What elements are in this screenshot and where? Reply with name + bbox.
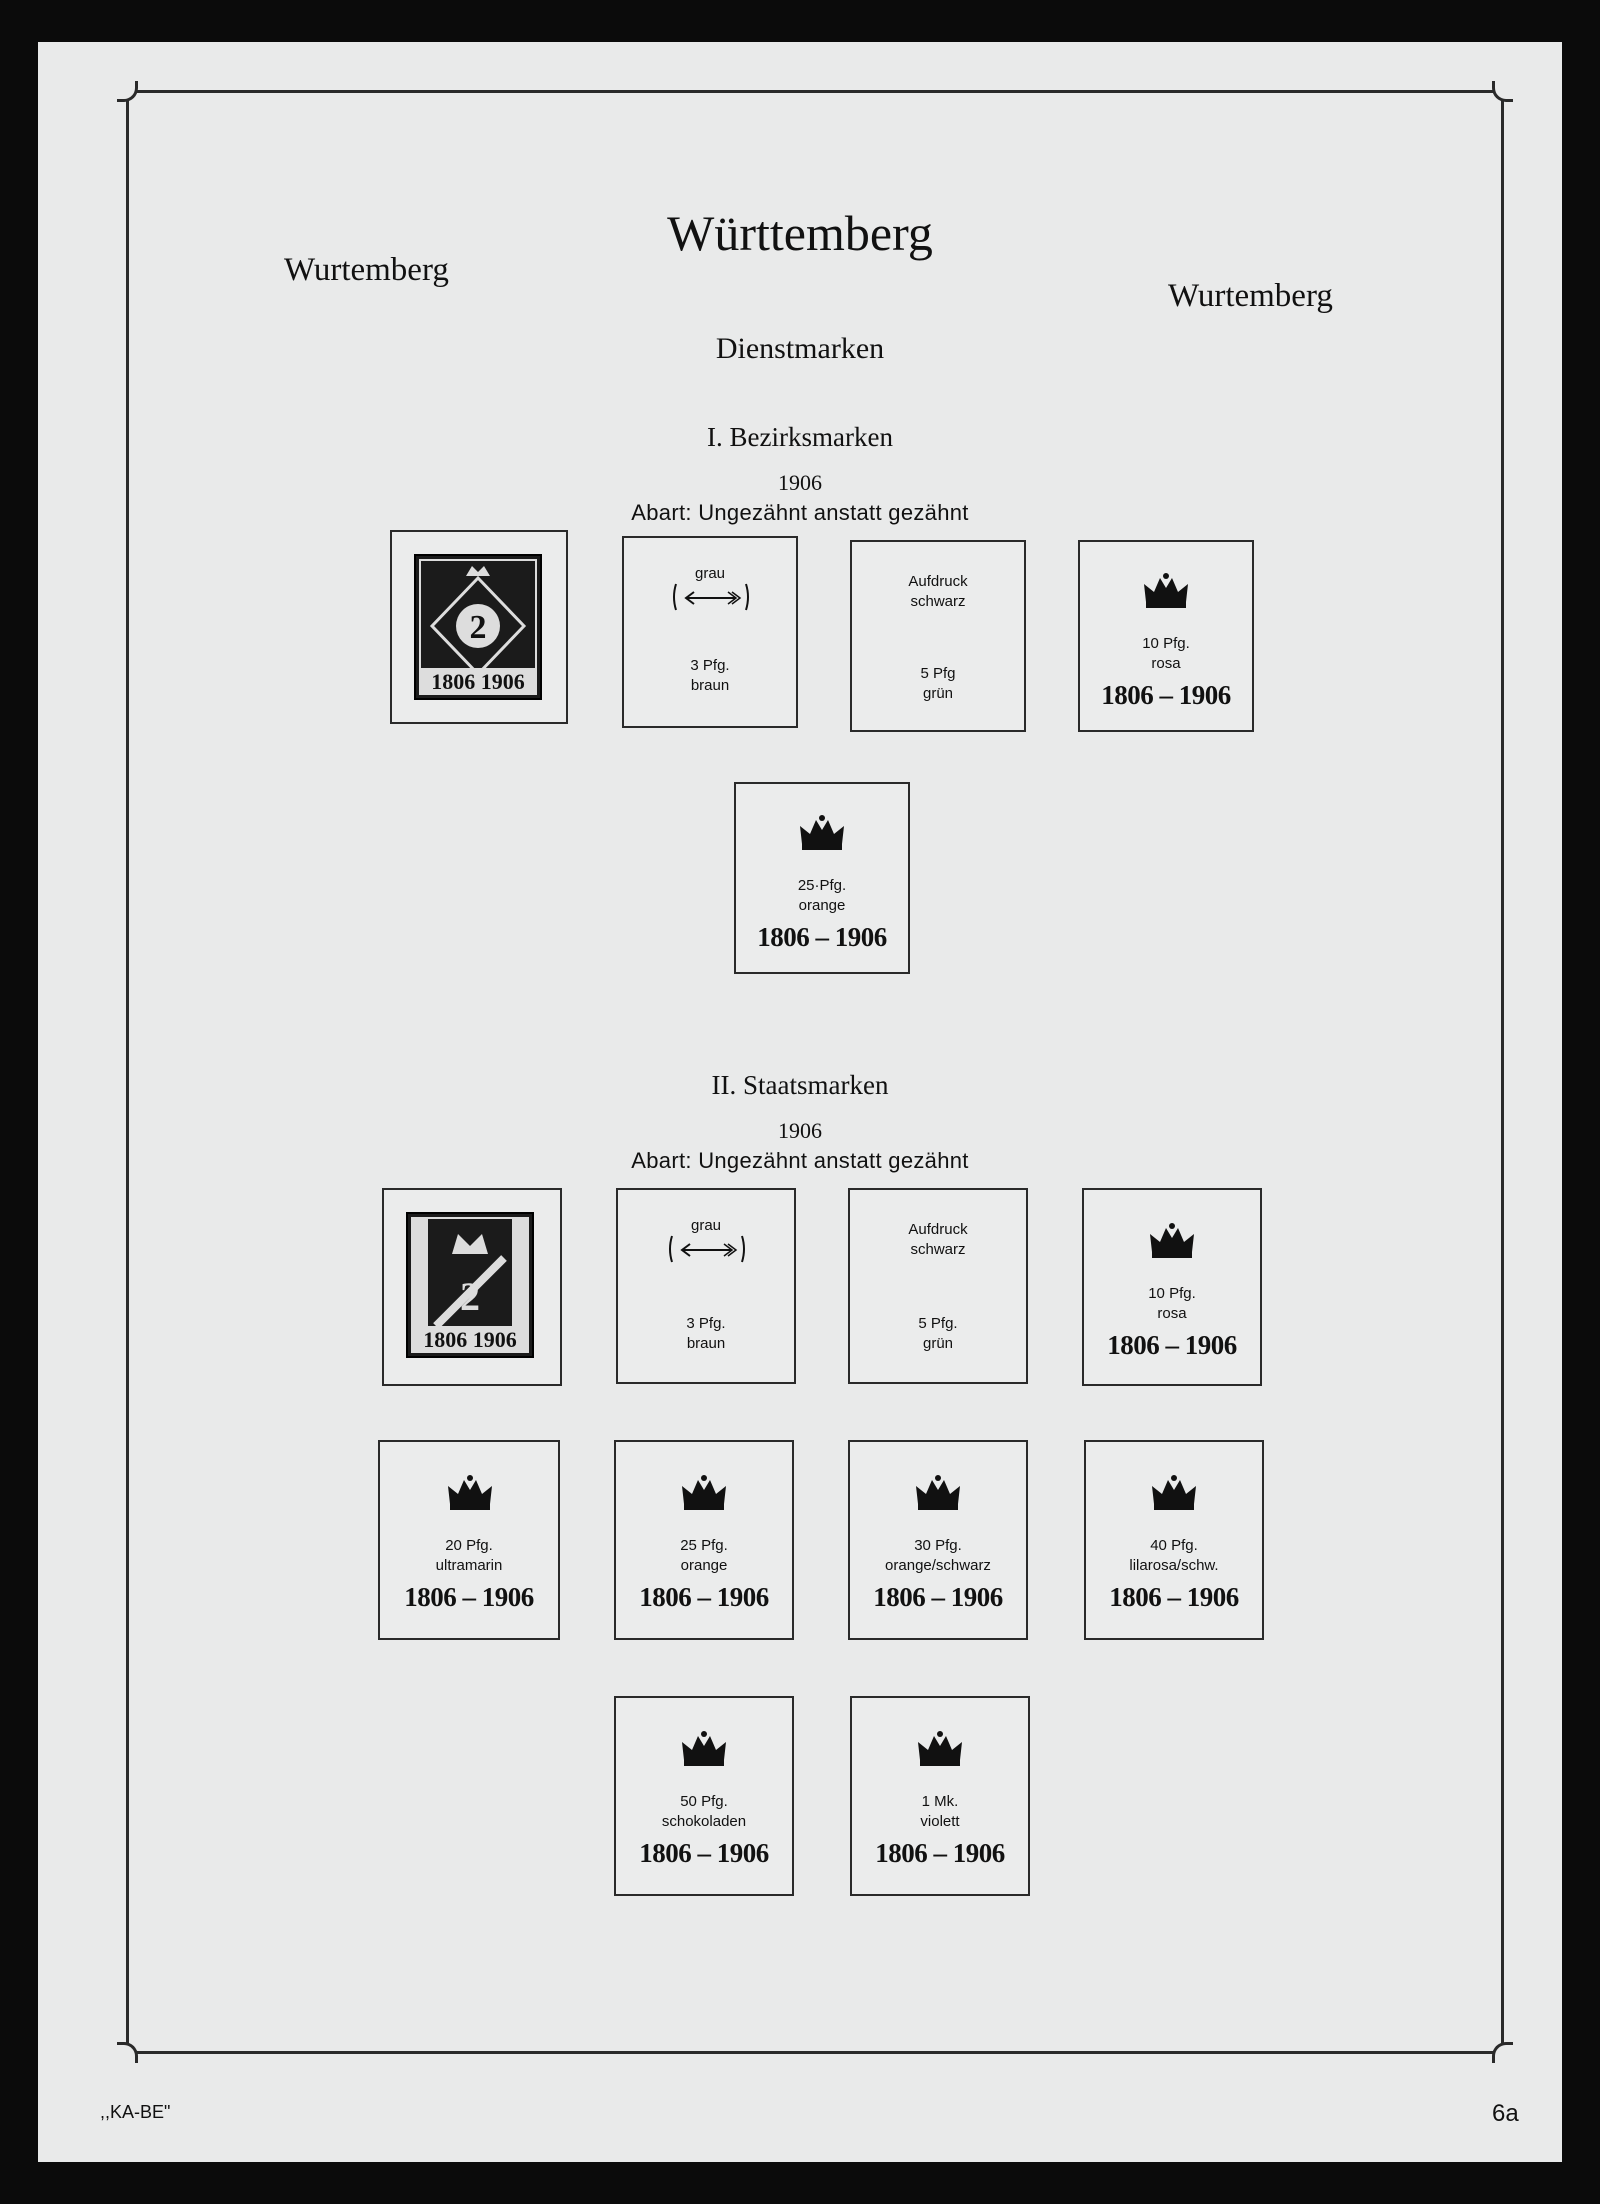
- album-page: [38, 42, 1562, 2162]
- grau-label: [624, 564, 796, 584]
- page-title: Württemberg: [667, 205, 933, 261]
- stamp-value: 3 Pfg.: [690, 657, 730, 674]
- stamp-value: 1 Mk.: [921, 1793, 959, 1810]
- stamp-box: [850, 540, 1026, 732]
- crown-icon: [1150, 1474, 1198, 1514]
- stamp-design: [416, 556, 540, 698]
- stamp-color: braun: [690, 677, 730, 694]
- overprint-color: schwarz: [910, 1241, 966, 1258]
- frame-corner: [1492, 81, 1513, 102]
- stamp-box: [614, 1440, 794, 1640]
- frame-corner: [117, 2042, 138, 2063]
- stamp-color: orange: [680, 1557, 728, 1574]
- stamp-color: grün: [922, 1335, 954, 1352]
- stamp-color: orange/schwarz: [885, 1557, 991, 1574]
- section-heading: I. Bezirksmarken: [707, 422, 893, 452]
- stamp-design: [408, 1214, 532, 1356]
- section-note: Abart: Ungezähnt anstatt gezähnt: [631, 500, 969, 525]
- stamp-value: 2: [469, 609, 487, 646]
- stamp-value: 10 Pfg.: [1148, 1285, 1196, 1302]
- stamp-box: [382, 1188, 562, 1386]
- overprint-years: 1806 – 1906: [1107, 1330, 1237, 1360]
- overprint-label: Aufdruck: [908, 1221, 968, 1238]
- crown-icon: [1148, 1222, 1196, 1262]
- stamp-value: 40 Pfg.: [1150, 1537, 1198, 1554]
- stamp-value: 20 Pfg.: [445, 1537, 493, 1554]
- stamp-color: braun: [686, 1335, 726, 1352]
- crown-icon: [446, 1474, 494, 1514]
- stamp-value: 30 Pfg.: [914, 1537, 962, 1554]
- stamp-color: ultramarin: [435, 1557, 503, 1574]
- overprint-years: 1806 – 1906: [639, 1838, 769, 1868]
- stamp-box: [848, 1188, 1028, 1384]
- stamp-box: [1084, 1440, 1264, 1640]
- stamp-value: 5 Pfg.: [918, 1315, 958, 1332]
- stamp-color: orange: [798, 897, 846, 914]
- stamp-image: [406, 1212, 534, 1358]
- overprint-color: schwarz: [910, 593, 966, 610]
- stamp-value: 3 Pfg.: [686, 1315, 726, 1332]
- stamp-box: [390, 530, 568, 724]
- crown-icon: [916, 1730, 964, 1770]
- stamp-box: [1082, 1188, 1262, 1386]
- overprint-years: 1806 – 1906: [873, 1582, 1003, 1612]
- stamp-box: [850, 1696, 1030, 1896]
- publisher-mark: ,,KA-BE": [100, 2102, 171, 2122]
- overprint-years: 1806 – 1906: [1109, 1582, 1239, 1612]
- stamp-color: grün: [922, 685, 954, 702]
- color-word: grau: [694, 565, 726, 582]
- overprint-label: Aufdruck: [908, 573, 968, 590]
- stamp-image: [414, 554, 542, 700]
- frame-corner: [117, 81, 138, 102]
- crown-icon: [1142, 572, 1190, 612]
- overprint-years: 1806 – 1906: [404, 1582, 534, 1612]
- color-word: grau: [690, 1217, 722, 1234]
- stamp-box: [734, 782, 910, 974]
- side-label-left: Wurtemberg: [284, 252, 449, 288]
- stamp-box: [616, 1188, 796, 1384]
- stamp-color: lilarosa/schw.: [1129, 1557, 1219, 1574]
- stamp-color: rosa: [1151, 655, 1181, 672]
- stamp-color: violett: [920, 1813, 960, 1830]
- section-year: 1906: [778, 1118, 822, 1143]
- stamp-value: 2: [460, 1274, 480, 1319]
- crown-icon: [680, 1474, 728, 1514]
- stamp-years: 1806 1906: [423, 1327, 517, 1352]
- section-year: 1906: [778, 470, 822, 495]
- stamp-value: 25·Pfg.: [797, 877, 847, 894]
- stamp-value: 25 Pfg.: [680, 1537, 728, 1554]
- stamp-color: rosa: [1157, 1305, 1187, 1322]
- grau-label: [618, 1216, 794, 1236]
- page-subtitle: Dienstmarken: [715, 332, 885, 365]
- side-label-right: Wurtemberg: [1168, 278, 1333, 314]
- stamp-years: 1806 1906: [431, 669, 525, 694]
- stamp-color: schokoladen: [661, 1813, 747, 1830]
- stamp-value: 10 Pfg.: [1142, 635, 1190, 652]
- section-heading: II. Staatsmarken: [711, 1070, 889, 1100]
- stamp-value: 5 Pfg: [920, 665, 956, 682]
- stamp-box: [1078, 540, 1254, 732]
- stamp-box: [848, 1440, 1028, 1640]
- overprint-years: 1806 – 1906: [757, 922, 887, 952]
- section-note: Abart: Ungezähnt anstatt gezähnt: [631, 1148, 969, 1173]
- stamp-box: [378, 1440, 560, 1640]
- arrow-icon: [668, 1234, 746, 1264]
- stamp-value: 50 Pfg.: [680, 1793, 728, 1810]
- stamp-box: [622, 536, 798, 728]
- stamp-box: [614, 1696, 794, 1896]
- crown-icon: [680, 1730, 728, 1770]
- overprint-years: 1806 – 1906: [639, 1582, 769, 1612]
- overprint-years: 1806 – 1906: [1101, 680, 1231, 710]
- overprint-years: 1806 – 1906: [875, 1838, 1005, 1868]
- arrow-icon: [672, 582, 750, 612]
- frame-corner: [1492, 2042, 1513, 2063]
- crown-icon: [798, 814, 846, 854]
- page-number: 6a: [1492, 2100, 1519, 2127]
- crown-icon: [914, 1474, 962, 1514]
